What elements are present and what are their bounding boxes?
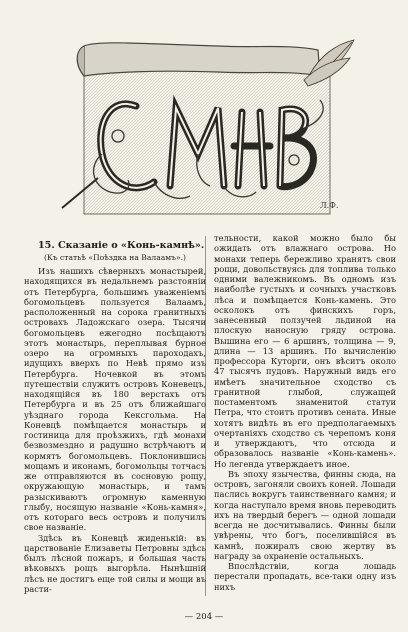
right-column <box>214 233 396 601</box>
page-number: — 204 — <box>184 612 224 622</box>
paragraph: Изъ нашихъ сѣверныхъ монастырей, находящихся въ недальнемъ разстояніи отъ Петербурга, большимъ уваженіемъ богомольцевъ пользуется Валаамъ, расположенный на сорока гранитныхъ островахъ Ладожскаго озера. Тысячи богомольцевъ ежегодно посѣщаютъ этотъ монастырь, переплывая бурное озеро на огромныхъ пароходахъ, идущихъ вверхъ по Невѣ прямо изъ Петербурга. Ночевкой въ этомъ путешествіи служитъ островъ Коневецъ, находящійся въ 180 верстахъ отъ Петербурга и въ 25 отъ ближайшаго уѣзднаго города Кексгольма. На Коневцѣ помѣщается монастырь и гостиница для проѣзжихъ, гдѣ монахи безвозмездно и радушно встрѣчаютъ и кормятъ богомольцевъ. Поклонившись мощамъ и иконамъ, богомольцы тотчасъ же отправляются въ сосновую рощу, окружающую монастырь, и тамъ разыскиваютъ огромную каменную глыбу, носящую названіе «Конь-камня», отъ котораго весь островъ и получилъ свое названіе. <box>24 266 206 533</box>
paragraph: тельности, какой можно было бы ожидать отъ влажнаго острова. Но монахи теперь бережливо хранятъ свои рощи, довольствуясь для топлива только одними валежникомъ. Въ одномъ изъ наиболѣе густыхъ и сочныхъ участковъ лѣса и помѣщается Конь-камень. Это осколокъ отъ финскихъ горъ, занесенный ползучей льдиной на плоскую наносную гряду острова. Вышина его — 6 аршинъ, толщина — 9, длина — 13 аршинъ. По вычисленію профессора Куторги, онъ вѣситъ около 47 тысячъ пудовъ. Наружный видъ его имѣетъ значительное сходство съ гранитной глыбой, служащей постаментомъ знаменитой статуи Петра, что стоитъ противъ сената. Иные хотятъ видѣть въ его предполагаемыхъ очертаніяхъ сходство съ черепомъ коня и утверждаютъ, что отсюда и образовалось названіе «Конь-камень». Но легенда утверждаетъ иное. <box>214 233 396 469</box>
article-columns <box>24 233 396 601</box>
artist-signature: Л.Ф. <box>320 201 339 210</box>
paragraph: Здѣсь въ Коневцѣ жиденькій: въ царствованіе Елизаветы Петровны здѣсь былъ лѣсной пожаръ, и большая часть вѣковыхъ рощъ выгорѣла. Нынѣшній лѣсъ не достигъ еще той силы и мощи въ расти- <box>24 532 206 594</box>
paragraph: Въ эпоху язычества, финны сюда, на островъ, загоняли своихъ коней. Лошади паслись вокругъ таинственнаго камня; и когда наступало время вновь переводить ихъ на твердый берегъ — одной лошади всегда не досчитывались. Финны были увѣрены, что богъ, поселившійся въ камнѣ, пожиралъ свою жертву въ награду за охраненіе остальныхъ. <box>214 468 396 561</box>
paragraph: Впослѣдствіи, когда лошадь перестали пропадать, все-таки одну изъ нихъ <box>214 561 396 592</box>
ornamental-monogram-icon <box>58 36 358 236</box>
left-column <box>24 233 206 601</box>
section-note: (Къ статьѣ «Поѣздка на Валаамъ».) <box>43 253 187 262</box>
section-title: 15. Сказаніе о «Конь-камнѣ». <box>38 240 205 251</box>
decorative-header-illustration <box>58 36 358 236</box>
